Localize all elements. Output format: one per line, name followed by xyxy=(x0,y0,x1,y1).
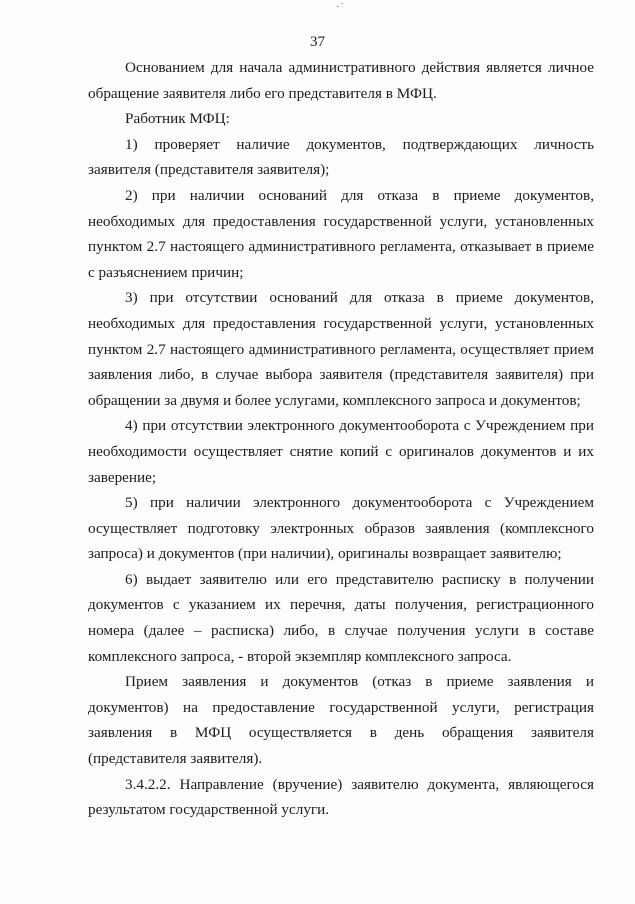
paragraph: 1) проверяет наличие документов, подтверждающих личность заявителя (представителя заявителя); xyxy=(88,135,594,179)
paragraph: 3.4.2.2. Направление (вручение) заявителю документа, являющегося результатом государственной услуги. xyxy=(88,775,594,819)
paragraph: 2) при наличии оснований для отказа в приеме документов, необходимых для предоставления государственной услуги, установленных пунктом 2.7 настоящего административного регламента, отказывает в приеме с разъяснением причин; xyxy=(88,186,594,281)
paragraph: Основанием для начала административного действия является личное обращение заявителя либо его представителя в МФЦ. xyxy=(88,59,594,102)
paragraph: Работник МФЦ: xyxy=(125,110,230,128)
paragraph: 6) выдает заявителю или его представителю расписку в получении документов с указанием их перечня, даты получения, регистрационного номера (далее – расписка) либо, в случае получения услуги в составе комплексного запроса, - второй экземпляр комплексного запроса. xyxy=(88,570,594,665)
paragraph: 5) при наличии электронного документооборота с Учреждением осуществляет подготовку электронных образов заявления (комплексного запроса) и документов (при наличии), оригиналы возвращает заявителю; xyxy=(88,494,594,563)
paragraph: 3) при отсутствии оснований для отказа в приеме документов, необходимых для предоставления государственной услуги, установленных пунктом 2.7 настоящего административного регламента, осуществляет прием заявления либо, в случае выбора заявителя (представителя заявителя) при обращении за двумя и более услугами, комплексного запроса и документов; xyxy=(88,289,594,409)
paragraph: 4) при отсутствии электронного документооборота с Учреждением при необходимости осуществляет снятие копий с оригиналов документов и их заверение; xyxy=(88,417,594,486)
document-body xyxy=(88,55,594,823)
paragraph: Прием заявления и документов (отказ в приеме заявления и документов) на предоставление государственной услуги, регистрация заявления в МФЦ осуществляется в день обращения заявителя (представителя заявителя). xyxy=(88,673,594,768)
page-number: 37 xyxy=(310,34,325,50)
scan-speck: ·˙ xyxy=(336,2,345,13)
